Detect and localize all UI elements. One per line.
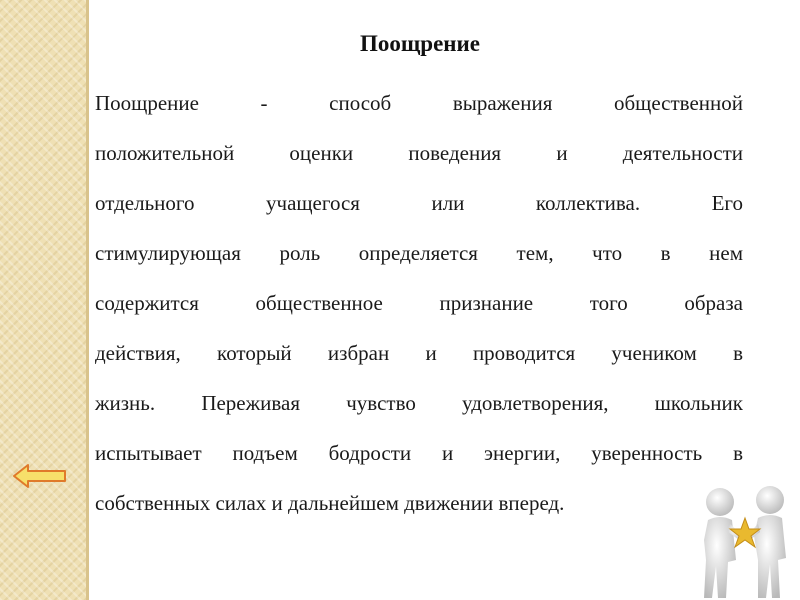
people-star-icon bbox=[690, 480, 800, 600]
page-title: Поощрение bbox=[359, 31, 481, 56]
text-line: положительной оценки поведения и деятельности bbox=[95, 141, 743, 165]
text-line: действия, который избран и проводится учеником в bbox=[95, 341, 743, 365]
body-text bbox=[95, 78, 743, 528]
text-line: Поощрение - способ выражения общественной bbox=[95, 91, 743, 115]
decorative-sidebar bbox=[0, 0, 86, 600]
back-arrow-icon[interactable] bbox=[12, 462, 68, 490]
text-line: собственных силах и дальнейшем движении вперед. bbox=[95, 491, 565, 515]
text-line: содержится общественное признание того образа bbox=[95, 291, 743, 315]
text-line: стимулирующая роль определяется тем, что в нем bbox=[95, 241, 743, 265]
text-line: испытывает подъем бодрости и энергии, уверенность в bbox=[95, 441, 743, 465]
text-line: жизнь. Переживая чувство удовлетворения, школьник bbox=[95, 391, 743, 415]
text-line: отдельного учащегося или коллектива. Его bbox=[95, 191, 743, 215]
sidebar-edge bbox=[86, 0, 89, 600]
